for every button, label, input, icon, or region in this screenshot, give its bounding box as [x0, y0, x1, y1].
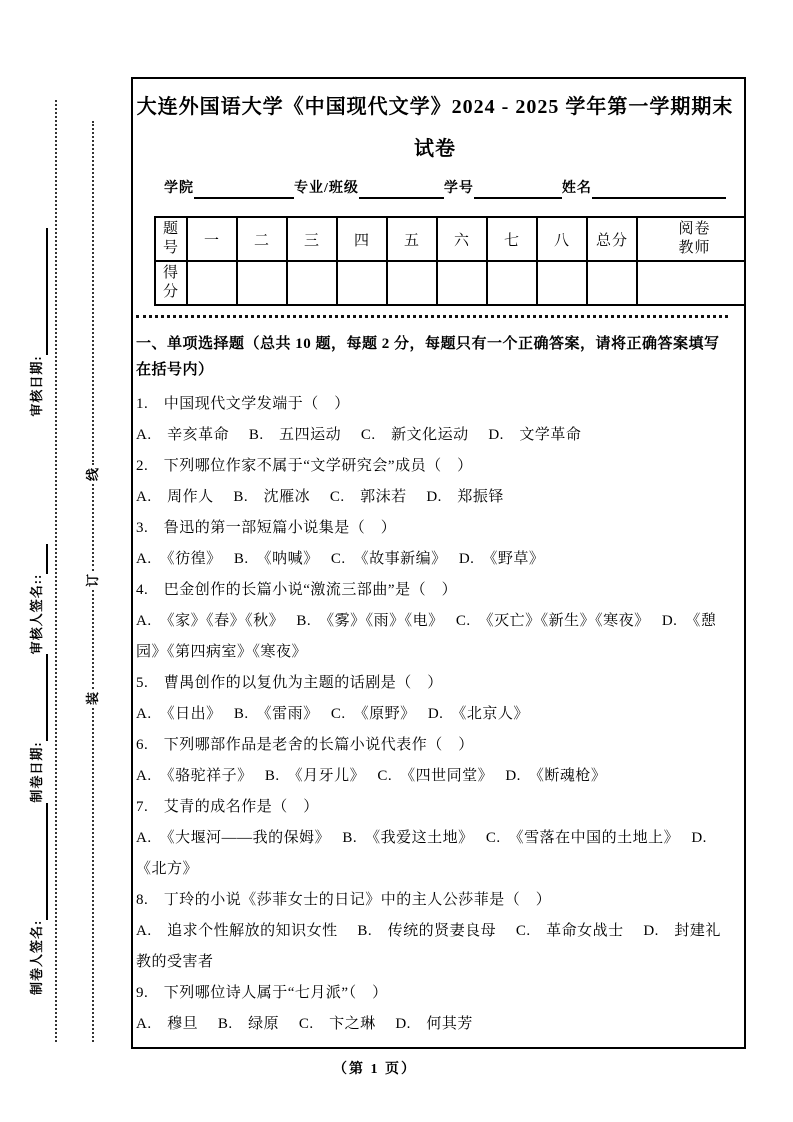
binding-line-strip — [80, 100, 106, 1042]
score-header: 得分 — [162, 265, 179, 300]
question-options: A. 辛亥革命 B. 五四运动 C. 新文化运动 D. 文学革命 — [136, 427, 582, 443]
score-cell[interactable] — [587, 261, 637, 305]
grader-header: 阅卷教师 — [678, 221, 711, 256]
margin-labels-strip — [22, 135, 48, 995]
question-options: A. 追求个性解放的知识女性 B. 传统的贤妻良母 C. 革命女战士 D. 封建礼教的受害者 — [136, 923, 721, 970]
score-cell[interactable] — [337, 261, 387, 305]
question-options: A. 《彷徨》 B. 《呐喊》 C. 《故事新编》 D. 《野草》 — [136, 551, 545, 567]
score-cell[interactable] — [287, 261, 337, 305]
score-table-header-row — [155, 217, 746, 261]
question-text: 4. 巴金创作的长篇小说“激流三部曲”是（ ） — [136, 582, 458, 598]
dotted-separator — [136, 315, 728, 318]
question-text: 8. 丁玲的小说《莎菲女士的日记》中的主人公莎菲是（ ） — [136, 892, 552, 908]
binding-dotted-segment — [92, 121, 94, 465]
question-text: 2. 下列哪位作家不属于“文学研究会”成员（ ） — [136, 458, 473, 474]
score-table-column-header: 六 — [437, 217, 487, 261]
score-table — [154, 216, 746, 306]
question-text: 5. 曹禺创作的以复仇为主题的话剧是（ ） — [136, 675, 443, 691]
score-table-column-header: 二 — [237, 217, 287, 261]
score-label-cell — [155, 261, 187, 305]
review-date-blank[interactable] — [28, 228, 48, 355]
maker-date-blank[interactable] — [28, 654, 48, 741]
score-cell[interactable] — [437, 261, 487, 305]
question-options: A. 《日出》 B. 《雷雨》 C. 《原野》 D. 《北京人》 — [136, 706, 529, 722]
question-options: A. 《骆驼祥子》 B. 《月牙儿》 C. 《四世同堂》 D. 《断魂枪》 — [136, 768, 607, 784]
score-table-score-row — [155, 261, 746, 305]
review-date-label: 审核日期: — [29, 355, 44, 417]
score-table-column-header: 七 — [487, 217, 537, 261]
score-cell[interactable] — [537, 261, 587, 305]
score-table-column-header: 三 — [287, 217, 337, 261]
exam-sheet-box — [131, 77, 746, 1049]
score-table-corner-cell — [155, 217, 187, 261]
exam-title-line1: 大连外国语大学《中国现代文学》2024 - 2025 学年第一学期期末 — [136, 96, 734, 118]
score-table-column-header: 八 — [537, 217, 587, 261]
score-cell[interactable] — [387, 261, 437, 305]
major-class-blank[interactable] — [359, 181, 444, 199]
score-table-column-header: 四 — [337, 217, 387, 261]
question-text: 9. 下列哪位诗人属于“七月派”（ ） — [136, 985, 388, 1001]
binding-dotted-segment — [92, 484, 94, 571]
name-blank[interactable] — [592, 181, 726, 199]
page-number: （第 1 页） — [333, 1062, 417, 1077]
score-table-grader-cell — [637, 217, 746, 261]
field-label-college: 学院 — [164, 181, 194, 196]
binding-dotted-segment — [92, 590, 94, 689]
score-table-column-header: 五 — [387, 217, 437, 261]
maker-signature-label: 制卷人签名: — [29, 919, 44, 995]
questions-list — [136, 389, 734, 1040]
binding-char-ding: 订 — [85, 573, 100, 587]
score-table-column-header: 总分 — [587, 217, 637, 261]
score-cell[interactable] — [237, 261, 287, 305]
question-text: 6. 下列哪部作品是老舍的长篇小说代表作（ ） — [136, 737, 474, 753]
section-heading: 一、单项选择题（总共 10 题，每题 2 分，每题只有一个正确答案，请将正确答案填写在括号内） — [136, 336, 720, 378]
score-table-column-header: 一 — [187, 217, 237, 261]
reviewer-signature-label: 审核人签名:: — [29, 573, 44, 655]
question-options: A. 穆旦 B. 绿原 C. 卞之琳 D. 何其芳 — [136, 1016, 473, 1032]
question-options: A. 《家》《春》《秋》 B. 《雾》《雨》《电》 C. 《灭亡》《新生》《寒夜》 D. 《憩园》《第四病室》《寒夜》 — [136, 613, 717, 660]
score-cell[interactable] — [487, 261, 537, 305]
field-label-major-class: 专业/班级 — [294, 181, 359, 196]
exam-title-line2: 试卷 — [414, 138, 456, 160]
question-options: A. 周作人 B. 沈雁冰 C. 郭沫若 D. 郑振铎 — [136, 489, 504, 505]
score-cell[interactable] — [187, 261, 237, 305]
question-text: 3. 鲁迅的第一部短篇小说集是（ ） — [136, 520, 397, 536]
college-blank[interactable] — [194, 181, 294, 199]
student-id-blank[interactable] — [474, 181, 562, 199]
binding-char-zhuang: 装 — [85, 691, 100, 705]
binding-char-xian: 线 — [85, 467, 100, 481]
question-text: 1. 中国现代文学发端于（ ） — [136, 396, 350, 412]
field-label-student-id: 学号 — [443, 181, 474, 196]
question-number-header: 题号 — [162, 221, 179, 256]
reviewer-signature-blank[interactable] — [28, 544, 48, 574]
question-text: 7. 艾青的成名作是（ ） — [136, 799, 319, 815]
binding-dotted-segment — [92, 708, 94, 1042]
maker-date-label: 制卷日期: — [29, 741, 44, 803]
field-label-name: 姓名 — [561, 181, 592, 196]
grader-score-cell[interactable] — [637, 261, 746, 305]
binding-dotted-line — [55, 100, 57, 1042]
question-options: A. 《大堰河——我的保姆》 B. 《我爱这土地》 C. 《雪落在中国的土地上》 D. 《北方》 — [136, 830, 723, 877]
maker-signature-blank[interactable] — [28, 803, 48, 920]
student-info-row — [164, 175, 726, 199]
